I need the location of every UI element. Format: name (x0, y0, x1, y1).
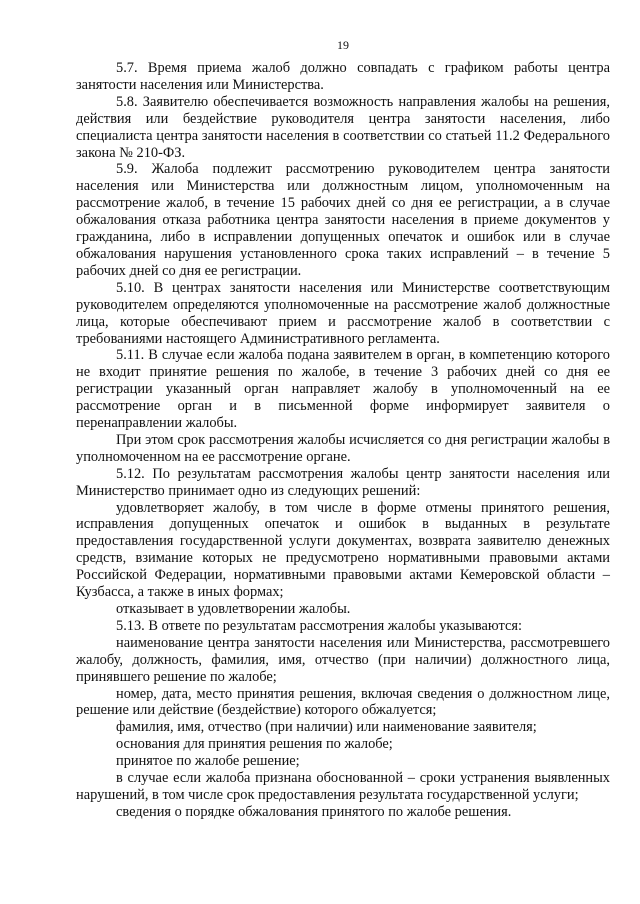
answer-item-applicant: фамилия, имя, отчество (при наличии) или наименование заявителя; (116, 719, 537, 736)
page-number: 19 (337, 38, 349, 52)
answer-item-appeal-procedure: сведения о порядке обжалования принятого по жалобе решения. (116, 803, 512, 820)
paragraph-5-8: 5.8. Заявителю обеспечивается возможность направления жалобы на решения, действия или бездействие руководителя центра занятости населения, либо специалиста центра занятости населения в соответствии со статьей 11.2 Федерального закона № 210-ФЗ. (76, 93, 610, 161)
answer-item-number-date: номер, дата, место принятия решения, включая сведения о должностном лице, решение или действие (бездействие) которого обжалуется; (76, 685, 610, 719)
paragraph-5-12: 5.12. По результатам рассмотрения жалобы центр занятости населения или Министерство принимает одно из следующих решений: (76, 465, 610, 499)
answer-item-deadlines: в случае если жалоба признана обоснованной – сроки устранения выявленных нарушений, в том числе срок предоставления результата государственной услуги; (76, 770, 610, 803)
paragraph-5-7: 5.7. Время приема жалоб должно совпадать с графиком работы центра занятости населения или Министерства. (76, 60, 610, 93)
paragraph-5-10: 5.10. В центрах занятости населения или Министерстве соответствующим руководителем определяются уполномоченные на рассмотрение жалоб должностные лица, которые обеспечивают прием и рассмотрение жалоб в соответствии с требованиями настоящего Административного регламента. (76, 279, 610, 347)
answer-item-decision: принятое по жалобе решение; (116, 753, 300, 770)
decision-refuse: отказывает в удовлетворении жалобы. (116, 601, 351, 617)
answer-item-name: наименование центра занятости населения или Министерства, рассмотревшего жалобу, должность, фамилия, имя, отчество (при наличии) должностного лица, принявшего решение по жалобе; (76, 634, 610, 685)
document-body (76, 60, 610, 821)
answer-item-grounds: основания для принятия решения по жалобе; (116, 736, 393, 753)
paragraph-5-9: 5.9. Жалоба подлежит рассмотрению руководителем центра занятости населения или Министерства или должностным лицом, уполномоченным на рассмотрение жалоб, в течение 15 рабочих дней со дня ее регистрации, а в случае обжалования отказа работника центра занятости населения в приеме документов у гражданина, либо в исправлении допущенных опечаток и ошибок или в случае обжалования нарушения установленного срока таких исправлений – в течение 5 рабочих дней со дня ее регистрации. (76, 161, 610, 279)
paragraph-5-11: 5.11. В случае если жалоба подана заявителем в орган, в компетенцию которого не входит принятие решения по жалобе, в течение 3 рабочих дней со дня ее регистрации указанный орган направляет жалобу в уполномоченный на ее рассмотрение орган и в письменной форме информирует заявителя о перенаправлении жалобы. (76, 347, 610, 432)
paragraph-term-note: При этом срок рассмотрения жалобы исчисляется со дня регистрации жалобы в уполномоченном на ее рассмотрение органе. (76, 431, 610, 465)
decision-satisfy: удовлетворяет жалобу, в том числе в форме отмены принятого решения, исправления допущенных опечаток и ошибок в выданных в результате предоставления государственной услуги документах, возврата заявителю денежных средств, взимание которых не предусмотрено нормативными правовыми актами Российской Федерации, нормативными правовыми актами Кемеровской области – Кузбасса, а также в иных формах; (76, 499, 610, 601)
paragraph-5-13: 5.13. В ответе по результатам рассмотрения жалобы указываются: (116, 617, 522, 634)
